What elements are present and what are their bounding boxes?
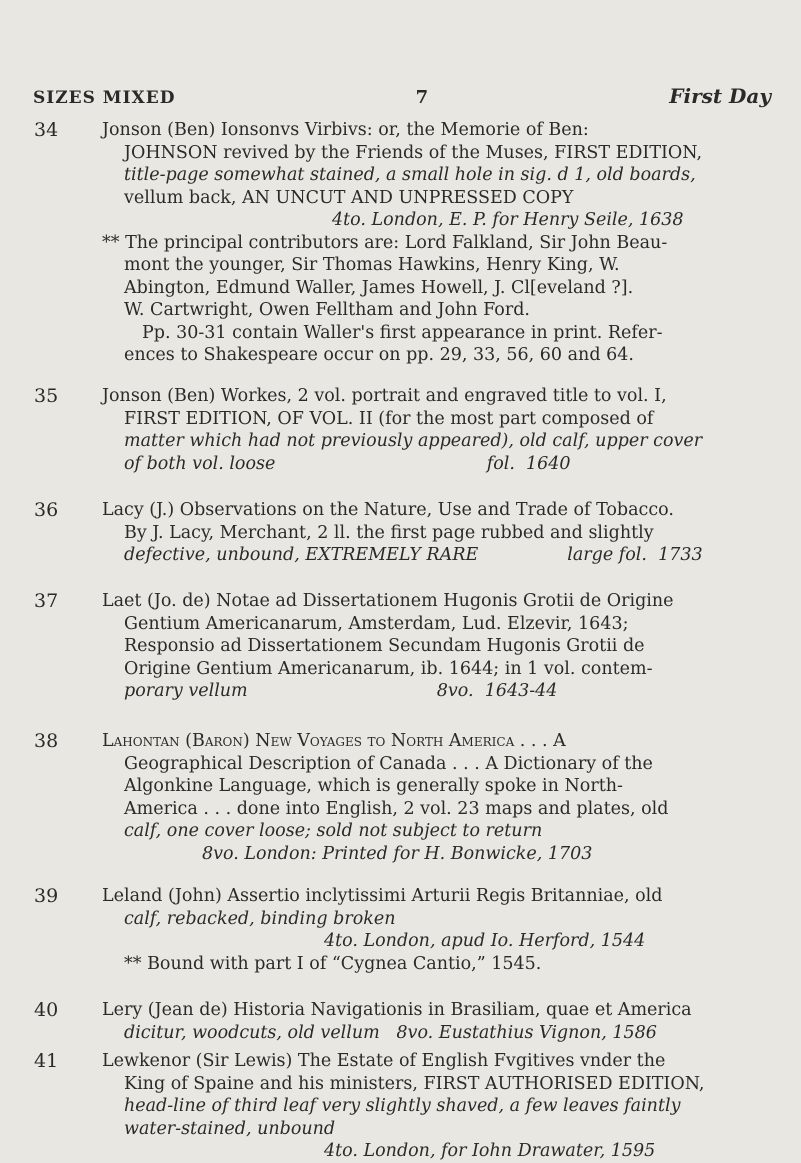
lot-number: 38 [34,730,59,752]
lot-number: 35 [34,385,59,407]
lot-line: mont the younger, Sir Thomas Hawkins, Henry King, W. [124,255,620,275]
lot-description [102,590,773,703]
lot-line: Abington, Edmund Waller, James Howell, J. Cl[eveland ?]. [124,277,634,298]
lot-note: ** The principal contributors are: Lord Falkland, Sir John Beau- [102,232,668,253]
lot-line: Geographical Description of Canada . . . A Dictionary of the [124,753,653,774]
lot-line: vellum back, AN UNCUT AND UNPRESSED COPY [124,187,574,208]
lot-description [102,885,773,975]
lot-entry [34,119,773,367]
lot-number: 34 [34,119,59,141]
lot-description [102,1050,773,1163]
lot-line: Origine Gentium Americanarum, ib. 1644; in 1 vol. contem- [124,658,653,679]
lot-line: Lacy (J.) Observations on the Nature, Use and Trade of Tobacco. [102,500,674,520]
lot-number: 40 [34,999,59,1021]
lot-entry [34,885,773,975]
lot-line: W. Cartwright, Owen Felltham and John Ford. [124,300,530,320]
lot-line: water-stained, unbound [124,1118,336,1139]
lot-line: calf, rebacked, binding broken [124,908,396,929]
lot-line: title-page somewhat stained, a small hole in sig. d 1, old boards, [124,165,696,185]
header-section-title: SIZES MIXED [33,88,176,108]
lot-entry [34,999,773,1044]
lot-line: ences to Shakespeare occur on pp. 29, 33, 56, 60 and 64. [124,345,634,365]
lot-line: Laet (Jo. de) Notae ad Dissertationem Hugonis Grotii de Origine [102,591,674,611]
lot-line: Lery (Jean de) Historia Navigationis in Brasiliam, quae et America [102,1000,692,1020]
lot-imprint: 8vo. London: Printed for H. Bonwicke, 1703 [202,843,593,864]
lot-line: FIRST EDITION, OF VOL. II (for the most part composed of [124,408,654,429]
lot-imprint: 4to. London, apud Io. Herford, 1544 [324,931,646,951]
lot-description [102,385,773,475]
page-number: 7 [415,87,430,108]
lot-line: Pp. 30-31 contain Waller's first appearance in print. Refer- [142,322,663,343]
lot-line: matter which had not previously appeared), old calf, upper cover [124,431,703,451]
lot-line: Jonson (Ben) Ionsonvs Virbivs: or, the Memorie of Ben: [102,120,589,140]
lot-line: By J. Lacy, Merchant, 2 ll. the first page rubbed and slightly [124,522,654,543]
lot-line: King of Spaine and his ministers, FIRST AUTHORISED EDITION, [124,1073,705,1094]
lot-line: head-line of third leaf very slightly shaved, a few leaves faintly [124,1096,681,1116]
lot-number: 37 [34,590,59,612]
lot-number: 36 [34,499,59,521]
lot-entry [34,499,773,567]
lot-note: ** Bound with part I of “Cygnea Cantio,” 1545. [124,953,542,974]
lot-line: defective, unbound, EXTREMELY RARE large fol. 1733 [124,545,703,565]
lot-line: Leland (John) Assertio inclytissimi Arturii Regis Britanniae, old [102,886,663,906]
lot-description [102,499,773,567]
lot-number: 39 [34,885,59,907]
lot-line: Jonson (Ben) Workes, 2 vol. portrait and engraved title to vol. I, [102,386,667,406]
lot-imprint: 4to. London, E. P. for Henry Seile, 1638 [332,210,684,230]
lot-line: Algonkine Language, which is generally spoke in North- [124,776,623,796]
lot-line: JOHNSON revived by the Friends of the Muses, FIRST EDITION, [124,142,703,163]
lot-line: Responsio ad Dissertationem Secundam Hugonis Grotii de [124,636,645,656]
lot-entry [34,1050,773,1163]
lot-line: dicitur, woodcuts, old vellum 8vo. Eustathius Vignon, 1586 [124,1022,657,1043]
lot-line: America . . . done into English, 2 vol. 23 maps and plates, old [124,798,669,819]
lot-imprint: 4to. London, for Iohn Drawater, 1595 [324,1141,656,1161]
lot-line: calf, one cover loose; sold not subject to return [124,821,543,841]
page-header [33,84,771,108]
header-sale-day: First Day [669,84,771,108]
lot-description [102,999,773,1044]
lot-entry [34,385,773,475]
lot-entry [34,730,773,865]
lot-line: Lewkenor (Sir Lewis) The Estate of English Fvgitives vnder the [102,1051,666,1071]
lot-description [102,730,773,865]
lot-line: Gentium Americanarum, Amsterdam, Lud. Elzevir, 1643; [124,613,629,634]
lot-line: porary vellum 8vo. 1643-44 [124,681,558,701]
lot-line: Lahontan (Baron) New Voyages to North America . . . A [102,731,566,751]
lot-number: 41 [34,1050,59,1072]
lot-description [102,119,773,367]
lot-line: of both vol. loose fol. 1640 [124,453,571,474]
lot-entry [34,590,773,703]
